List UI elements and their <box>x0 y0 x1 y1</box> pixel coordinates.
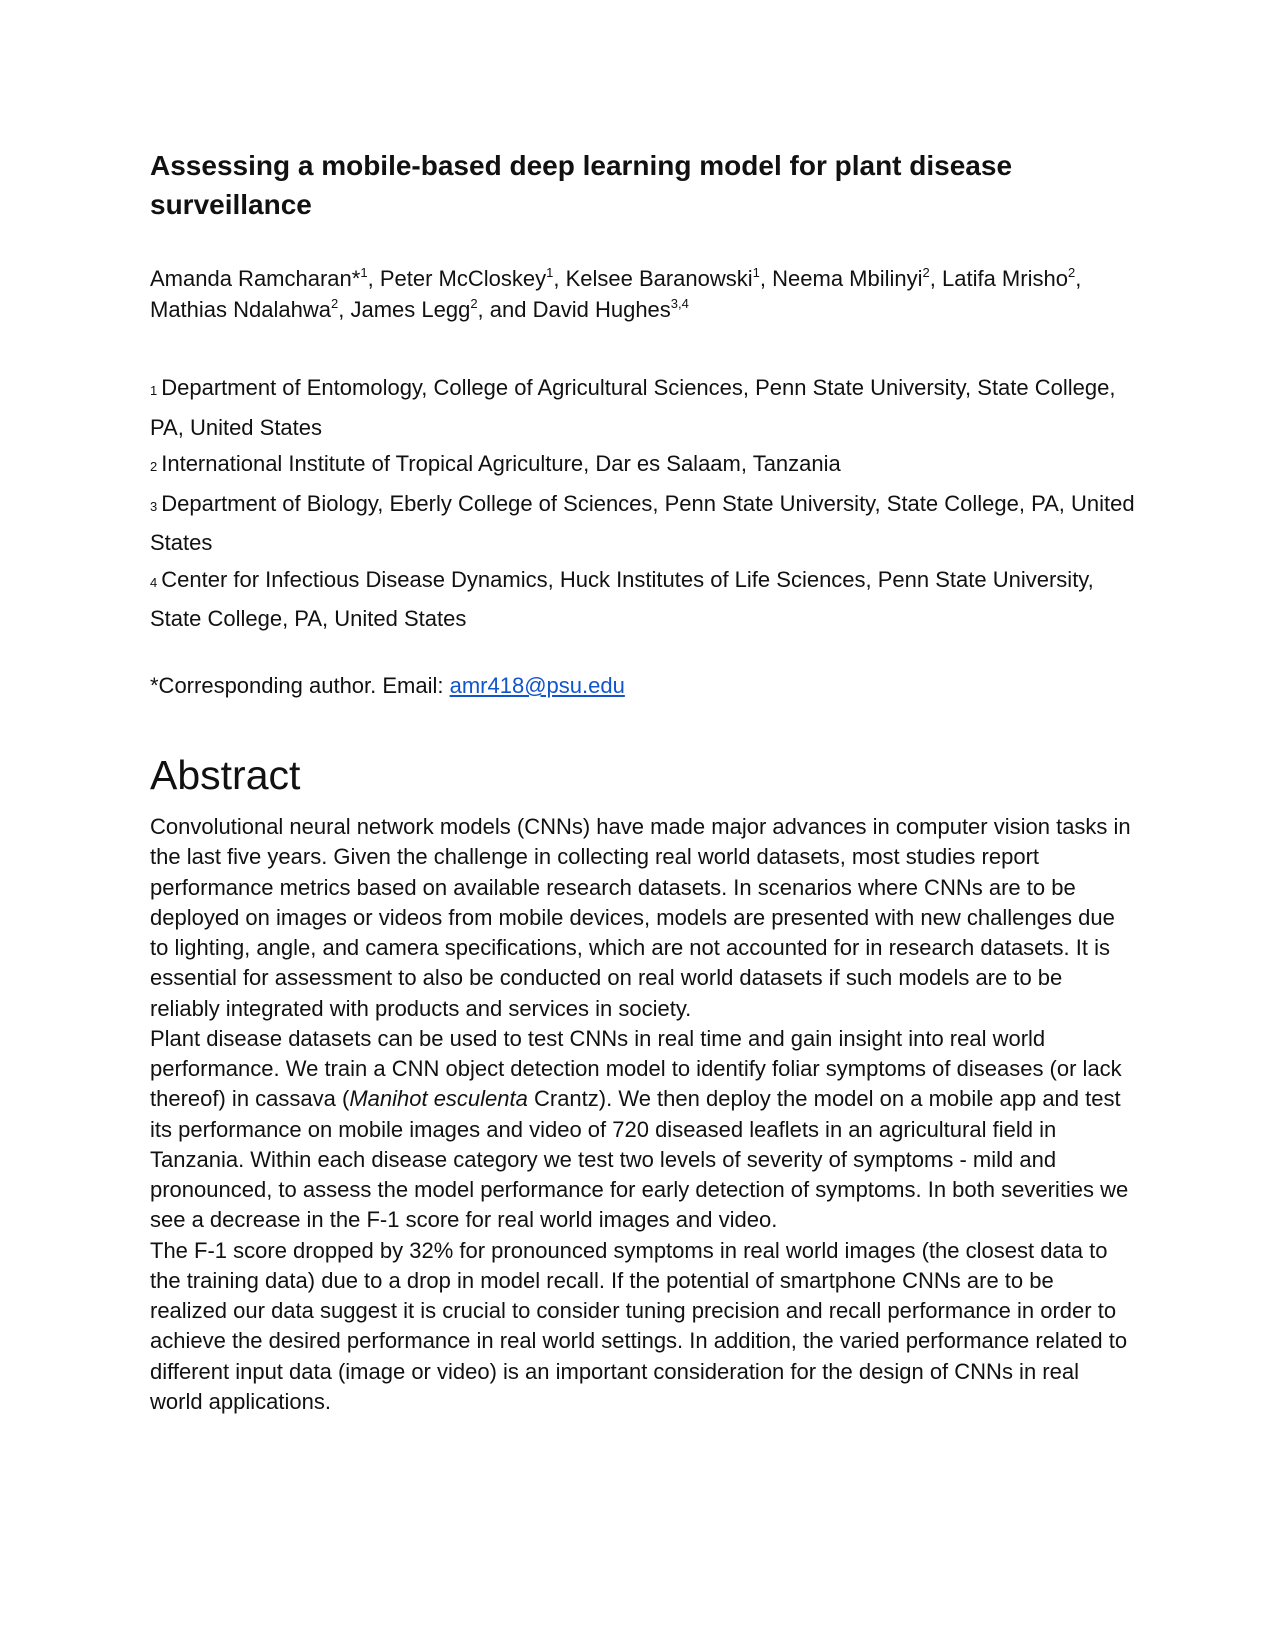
author-name: Kelsee Baranowski <box>565 266 753 291</box>
affiliation-number: 1 <box>150 383 158 398</box>
author-affil-sup: 2 <box>922 265 930 280</box>
author-name: Peter McCloskey <box>379 266 547 291</box>
abstract-body <box>150 812 1135 1417</box>
affiliation-number: 3 <box>150 498 158 514</box>
author-affil-sup: 1 <box>546 265 554 280</box>
author-affil-sup: 2 <box>1067 265 1076 280</box>
affiliation-item <box>150 446 1135 486</box>
author-name: Amanda Ramcharan* <box>150 266 361 291</box>
author-name: and David Hughes <box>489 297 671 322</box>
abstract-paragraph <box>150 1024 1135 1236</box>
species-name: Manihot esculenta <box>349 1086 528 1112</box>
author-name: Latifa Mrisho <box>942 266 1068 291</box>
affiliation-text: Center for Infectious Disease Dynamics, Huck Institutes of Life Sciences, Penn State University, State College, PA, United States <box>150 566 1094 631</box>
paper-title: Assessing a mobile-based deep learning model for plant disease surveillance <box>150 150 1013 220</box>
author-name: James Legg <box>350 297 471 322</box>
author-affil-sup: 1 <box>360 265 368 280</box>
author-list: Amanda Ramcharan*$^1$, Peter McCloskey$^1$, Kelsee Baranowski$^1$, Neema Mbilinyi$^2$, Latifa Mrisho$^2$, Mathias Ndalahwa$^2$, James Legg$^2$, and David Hughes$^{3,4}$ <box>150 265 1082 322</box>
corresponding-author <box>150 671 625 701</box>
affiliation-item <box>150 562 1135 638</box>
affiliation-number: 2 <box>150 459 158 474</box>
author-affil-sup: 2 <box>330 296 339 311</box>
affiliation-text: Department of Biology, Eberly College of Sciences, Penn State University, State College, PA, United States <box>150 490 1135 555</box>
author-name: Neema Mbilinyi <box>772 266 923 291</box>
abstract-heading: Abstract <box>150 752 301 798</box>
affiliation-list <box>150 370 1135 638</box>
author-affil-sup: 3,4 <box>670 296 689 311</box>
abstract-paragraph: The F-1 score dropped by 32% for pronounced symptoms in real world images (the closest data to the training data) due to a drop in model recall. If the potential of smartphone CNNs are to be realized our data suggest it is crucial to consider tuning precision and recall performance in order to achieve the desired performance in real world settings. In addition, the varied performance related to different input data (image or video) is an important consideration for the design of CNNs in real world applications. <box>150 1237 1128 1414</box>
author-name: Mathias Ndalahwa <box>150 297 331 322</box>
author-affil-sup: 1 <box>752 265 760 280</box>
affiliation-number: 4 <box>150 574 158 590</box>
author-affil-sup: 2 <box>470 296 478 311</box>
corresponding-label: *Corresponding author. Email: <box>150 673 450 698</box>
affiliation-text: International Institute of Tropical Agriculture, Dar es Salaam, Tanzania <box>161 451 841 476</box>
affiliation-text: Department of Entomology, College of Agricultural Sciences, Penn State University, State College, PA, United States <box>150 375 1116 440</box>
abstract-text: Plant disease datasets can be used to test CNNs in real time and gain insight into real world performance. We train a CNN object detection model to identify foliar symptoms of diseases (or lack thereof) in cassava ( <box>150 1025 1122 1112</box>
abstract-text: Crantz). We then deploy the model on a mobile app and test its performance on mobile images and video of 720 diseased leaflets in an agricultural field in Tanzania. Within each disease category we test two levels of severity of symptoms - mild and pronounced, to assess the model performance for early detection of symptoms. In both severities we see a decrease in the F-1 score for real world images and video. <box>150 1086 1129 1233</box>
affiliation-item <box>150 486 1135 562</box>
email-link[interactable]: amr418@psu.edu <box>449 673 625 698</box>
affiliation-item <box>150 370 1135 446</box>
abstract-paragraph: Convolutional neural network models (CNNs) have made major advances in computer vision tasks in the last five years. Given the challenge in collecting real world datasets, most studies report performance metrics based on available research datasets. In scenarios where CNNs are to be deployed on images or videos from mobile devices, models are presented with new challenges due to lighting, angle, and camera specifications, which are not accounted for in research datasets. It is essential for assessment to also be conducted on real world datasets if such models are to be reliably integrated with products and services in society. <box>150 814 1131 1021</box>
